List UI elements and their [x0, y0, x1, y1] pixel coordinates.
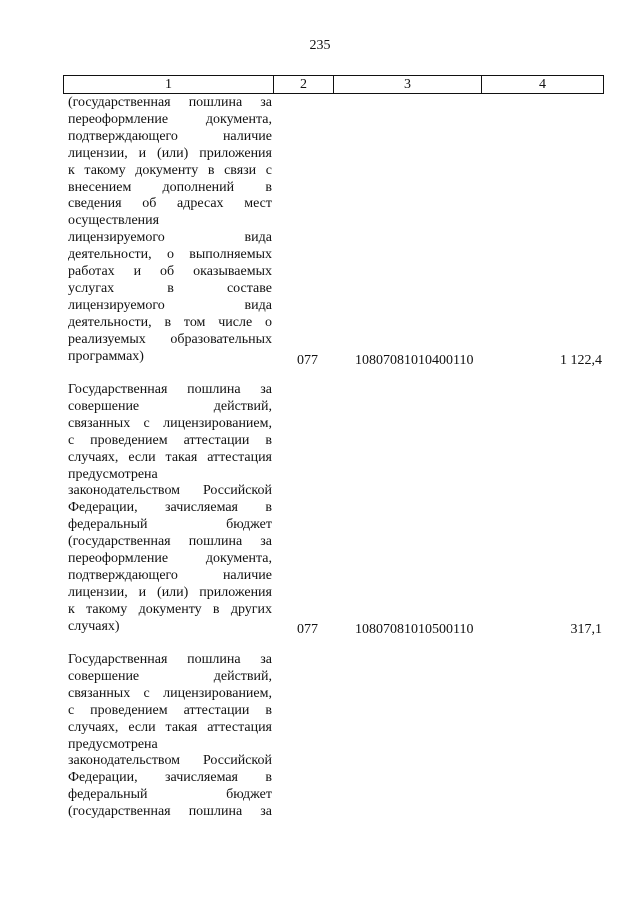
description-line: совершение действий, — [68, 668, 272, 684]
description-line: совершение действий, — [68, 398, 272, 414]
row-description — [68, 95, 272, 366]
page-number: 235 — [309, 38, 331, 53]
description-line: случаях) — [68, 618, 120, 634]
description-line: лицензируемого вида — [68, 297, 272, 313]
header-col-3: 3 — [334, 76, 482, 94]
amount: 1 122,4 — [560, 353, 602, 368]
header-col-2: 2 — [274, 76, 334, 94]
description-line: услугах в составе — [68, 280, 272, 296]
description-line: предусмотрена — [68, 736, 158, 752]
description-line: случаях, если такая аттестация — [68, 449, 272, 465]
description-line: внесением дополнений в — [68, 179, 272, 195]
description-line: работах и об оказываемых — [68, 264, 272, 280]
description-line: с проведением аттестации в — [68, 432, 272, 448]
description-line: (государственная пошлина за — [68, 534, 272, 550]
description-line: переоформление документа, — [68, 551, 272, 567]
description-line: (государственная пошлина за — [68, 95, 272, 110]
description-line: связанных с лицензированием, — [68, 415, 272, 431]
amount: 317,1 — [570, 622, 602, 637]
header-col-1: 1 — [64, 76, 274, 94]
description-line: деятельности, о выполняемых — [68, 247, 272, 263]
description-line: Государственная пошлина за — [68, 652, 272, 667]
description-line: подтверждающего наличие — [68, 128, 272, 144]
description-line: подтверждающего наличие — [68, 567, 272, 583]
description-line: законодательством Российской — [68, 753, 272, 769]
description-line: федеральный бюджет — [68, 517, 272, 533]
description-line: лицензируемого вида — [68, 230, 272, 246]
kbk-code: 10807081010500110 — [355, 622, 474, 637]
header-col-4: 4 — [482, 76, 604, 94]
description-line: лицензии, и (или) приложения — [68, 145, 272, 161]
description-line: Федерации, зачисляемая в — [68, 770, 272, 786]
description-line: предусмотрена — [68, 466, 158, 482]
admin-code: 077 — [297, 622, 318, 637]
description-line: федеральный бюджет — [68, 787, 272, 803]
description-line: реализуемых образовательных — [68, 331, 272, 347]
description-line: деятельности, в том числе о — [68, 314, 272, 330]
description-line: Государственная пошлина за — [68, 382, 272, 397]
description-line: (государственная пошлина за — [68, 804, 272, 820]
description-line: случаях, если такая аттестация — [68, 719, 272, 735]
description-line: переоформление документа, — [68, 111, 272, 127]
description-line: лицензии, и (или) приложения — [68, 584, 272, 600]
description-line: с проведением аттестации в — [68, 702, 272, 718]
description-line: осуществления — [68, 213, 160, 229]
table-header — [63, 75, 604, 94]
description-line: Федерации, зачисляемая в — [68, 500, 272, 516]
admin-code: 077 — [297, 353, 318, 368]
description-line: к такому документу в связи с — [68, 162, 272, 178]
description-line: сведения об адресах мест — [68, 196, 272, 212]
kbk-code: 10807081010400110 — [355, 353, 474, 368]
description-line: к такому документу в других — [68, 601, 272, 617]
row-description — [68, 652, 272, 821]
row-description — [68, 382, 272, 636]
description-line: законодательством Российской — [68, 483, 272, 499]
description-line: связанных с лицензированием, — [68, 685, 272, 701]
description-line: программах) — [68, 348, 144, 364]
